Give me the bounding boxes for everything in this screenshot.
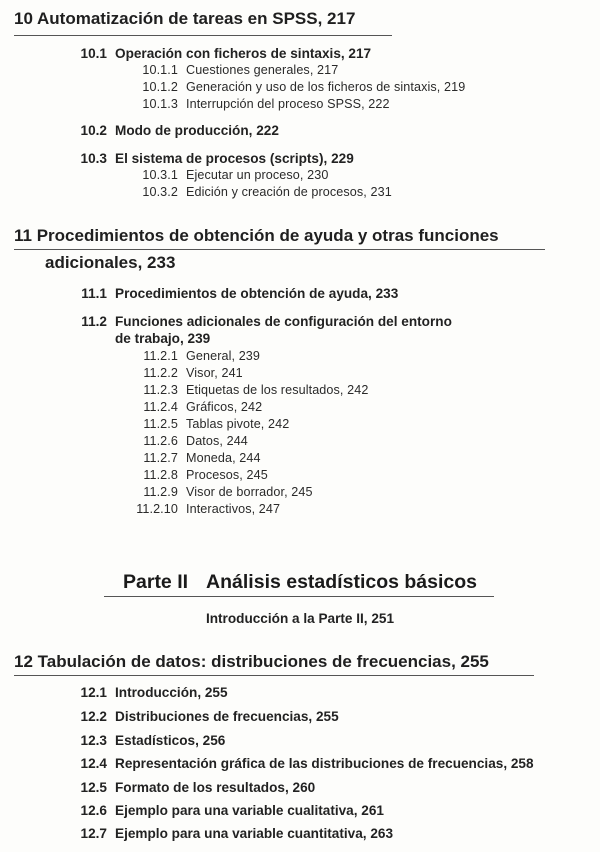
subsection-title: General, 239 [186,349,261,363]
section-number: 10.2 [80,123,107,138]
section-number: 10.1 [80,46,107,61]
section-12-5 [80,779,316,796]
section-number: 11.2 [81,314,107,329]
subsection-11-2-9 [143,484,313,501]
section-10-3 [80,150,354,167]
part-title: Análisis estadísticos básicos [206,571,477,593]
section-10-1 [80,45,372,62]
subsection-11-2-4 [143,399,263,416]
section-number: 12.3 [80,733,107,748]
subsection-number: 10.1.2 [142,80,178,94]
chapter-10-rule [14,35,392,36]
subsection-11-2-3 [143,382,369,399]
section-title: Representación gráfica de las distribuciones de frecuencias, 258 [115,756,534,771]
subsection-title: Generación y uso de los ficheros de sintaxis, 219 [186,80,466,94]
subsection-number: 11.2.5 [143,417,178,431]
section-title: Funciones adicionales de configuración del entorno [115,314,452,329]
subsection-number: 10.3.1 [142,168,178,182]
section-number: 12.1 [80,685,107,700]
chapter-11-title-line2: adicionales, 233 [45,253,176,272]
section-number: 12.5 [80,780,107,795]
section-number: 10.3 [80,151,107,166]
subsection-title: Gráficos, 242 [186,400,263,414]
part-heading [0,570,600,594]
section-number: 11.1 [81,286,107,301]
part-intro: Introducción a la Parte II, 251 [205,611,395,626]
subsection-number: 11.2.6 [143,434,178,448]
section-title: Operación con ficheros de sintaxis, 217 [115,46,372,61]
subsection-title: Edición y creación de procesos, 231 [186,185,392,199]
subsection-title: Ejecutar un proceso, 230 [186,168,329,182]
subsection-10-1-2 [142,79,466,96]
section-title: Formato de los resultados, 260 [115,780,316,795]
section-title: El sistema de procesos (scripts), 229 [115,151,354,166]
subsection-number: 11.2.10 [136,502,178,516]
subsection-11-2-5 [143,416,290,433]
section-number: 12.4 [80,756,107,771]
subsection-10-1-1 [142,62,339,79]
subsection-10-1-3 [142,96,390,113]
subsection-number: 11.2.3 [143,383,178,397]
chapter-10-title: 10 Automatización de tareas en SPSS, 217 [14,9,356,28]
chapter-11-title-line1: 11 Procedimientos de obtención de ayuda y otras funciones [14,226,499,245]
subsection-title: Etiquetas de los resultados, 242 [186,383,369,397]
subsection-number: 11.2.2 [143,366,178,380]
subsection-title: Interrupción del proceso SPSS, 222 [186,97,390,111]
section-title: Estadísticos, 256 [115,733,226,748]
subsection-11-2-1 [143,348,261,365]
subsection-number: 11.2.8 [143,468,178,482]
section-10-2 [80,122,279,139]
subsection-11-2-10 [136,501,281,518]
subsection-11-2-2 [143,365,243,382]
subsection-title: Visor de borrador, 245 [186,485,313,499]
subsection-title: Datos, 244 [186,434,248,448]
chapter-12-title: 12 Tabulación de datos: distribuciones de frecuencias, 255 [14,652,489,671]
section-12-6 [80,802,384,819]
subsection-title: Tablas pivote, 242 [186,417,290,431]
subsection-title: Interactivos, 247 [186,502,281,516]
subsection-11-2-7 [143,450,261,467]
section-12-4 [80,755,534,772]
subsection-number: 11.2.4 [143,400,178,414]
subsection-10-3-2 [142,184,392,201]
section-number: 12.6 [80,803,107,818]
section-11-1 [81,285,399,302]
section-number: 12.7 [80,826,107,841]
section-12-2 [80,708,339,725]
subsection-number: 11.2.7 [143,451,178,465]
section-11-2 [81,313,452,330]
section-12-1 [80,684,228,701]
section-12-3 [80,732,226,749]
subsection-number: 11.2.1 [143,349,178,363]
subsection-number: 10.1.1 [142,63,178,77]
part-label: Parte II [123,571,189,593]
section-number: 12.2 [80,709,107,724]
chapter-12-rule [14,675,534,676]
chapter-11-rule [14,249,545,250]
subsection-number: 11.2.9 [143,485,178,499]
section-title: Introducción, 255 [115,685,228,700]
section-title: Procedimientos de obtención de ayuda, 233 [115,286,399,301]
section-12-7 [80,825,394,842]
section-title: Ejemplo para una variable cualitativa, 261 [115,803,384,818]
subsection-title: Moneda, 244 [186,451,261,465]
part-rule [104,596,494,597]
subsection-number: 10.1.3 [142,97,178,111]
subsection-11-2-8 [143,467,268,484]
subsection-10-3-1 [142,167,329,184]
subsection-title: Cuestiones generales, 217 [186,63,339,77]
subsection-11-2-6 [143,433,248,450]
subsection-number: 10.3.2 [142,185,178,199]
subsection-title: Visor, 241 [186,366,243,380]
section-11-2-line2: de trabajo, 239 [115,331,211,346]
subsection-title: Procesos, 245 [186,468,268,482]
section-title: Ejemplo para una variable cuantitativa, 263 [115,826,394,841]
section-title: Distribuciones de frecuencias, 255 [115,709,339,724]
section-title: Modo de producción, 222 [115,123,279,138]
